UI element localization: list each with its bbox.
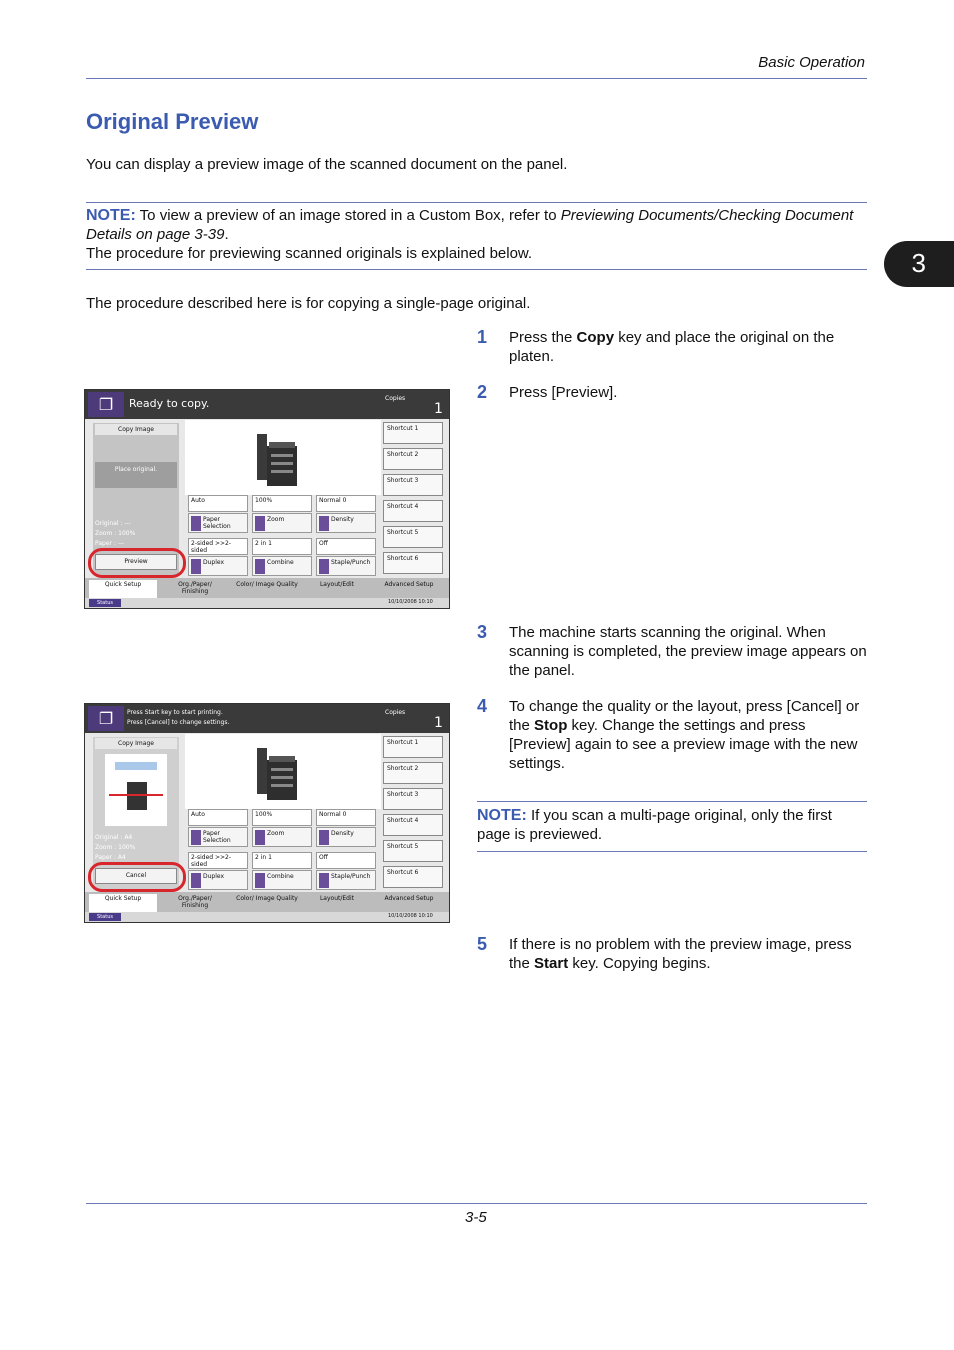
note2-rule-bottom: [477, 851, 867, 852]
tab-advanced-setup[interactable]: Advanced Setup: [384, 581, 434, 588]
arrow-icon: [319, 873, 329, 888]
panel-message-2: Press [Cancel] to change settings.: [127, 719, 230, 726]
copy-image-label: Copy Image: [95, 424, 177, 435]
cancel-button[interactable]: Cancel: [95, 868, 177, 884]
density-button[interactable]: Density: [316, 827, 376, 847]
setting-value: 100%: [252, 809, 312, 826]
tab-color-image-quality[interactable]: Color/ Image Quality: [236, 895, 298, 902]
shortcut-1-button[interactable]: Shortcut 1: [383, 736, 443, 758]
tab-layout-edit[interactable]: Layout/Edit: [319, 581, 355, 588]
step-number: 3: [477, 622, 488, 642]
panel-message-1: Press Start key to start printing.: [127, 709, 223, 716]
chapter-number: 3: [911, 248, 926, 278]
arrow-icon: [255, 559, 265, 574]
shortcut-6-button[interactable]: Shortcut 6: [383, 866, 443, 888]
note-text-end: .: [224, 226, 229, 243]
shortcut-3-button[interactable]: Shortcut 3: [383, 474, 443, 496]
highlight-circle: [88, 862, 186, 892]
copy-image-label: Copy Image: [95, 738, 177, 749]
page-title: Original Preview: [86, 109, 259, 134]
preview-thumbnail: [105, 754, 167, 826]
copy-panel-screenshot-2: [84, 703, 450, 923]
arrow-icon: [191, 516, 201, 531]
combine-button[interactable]: Combine: [252, 870, 312, 890]
arrow-icon: [319, 830, 329, 845]
step-text: The machine starts scanning the original. When scanning is completed, the preview image appears on the panel.: [509, 624, 867, 679]
status-button[interactable]: Status: [89, 599, 121, 607]
note-rule-top: [86, 202, 867, 203]
info-original: Original : A4: [95, 834, 133, 841]
arrow-icon: [255, 873, 265, 888]
header-rule: [86, 78, 867, 79]
tab-color-image-quality[interactable]: Color/ Image Quality: [236, 581, 298, 588]
shortcut-5-button[interactable]: Shortcut 5: [383, 840, 443, 862]
datetime: 10/10/2008 10:10: [388, 599, 433, 605]
zoom-button[interactable]: Zoom: [252, 513, 312, 533]
zoom-button[interactable]: Zoom: [252, 827, 312, 847]
note-label: NOTE:: [86, 207, 136, 224]
copy-panel-screenshot-1: [84, 389, 450, 609]
status-button[interactable]: Status: [89, 913, 121, 921]
step-number: 4: [477, 696, 488, 716]
arrow-icon: [319, 559, 329, 574]
info-paper: Paper : ---: [95, 540, 125, 547]
panel-message: Ready to copy.: [129, 397, 210, 410]
arrow-icon: [191, 873, 201, 888]
copier-icon: [257, 740, 301, 802]
tab-advanced-setup[interactable]: Advanced Setup: [384, 895, 434, 902]
step-number: 1: [477, 327, 488, 347]
step-text: Press [Preview].: [509, 384, 618, 401]
setting-value: Normal 0: [316, 809, 376, 826]
info-zoom: Zoom : 100%: [95, 530, 136, 537]
tab-org-paper-finishing[interactable]: Org./Paper/ Finishing: [178, 895, 212, 909]
tab-layout-edit[interactable]: Layout/Edit: [319, 895, 355, 902]
duplex-button[interactable]: Duplex: [188, 556, 248, 576]
setting-value: Auto: [188, 495, 248, 512]
step-number: 2: [477, 382, 488, 402]
note-text: To view a preview of an image stored in a Custom Box, refer to: [135, 207, 561, 224]
copies-label: Copies: [385, 709, 406, 716]
copier-icon: [257, 426, 301, 488]
note-line-2: The procedure for previewing scanned originals is explained below.: [86, 245, 533, 262]
highlight-circle: [88, 548, 186, 578]
shortcut-5-button[interactable]: Shortcut 5: [383, 526, 443, 548]
section-header: Basic Operation: [758, 54, 865, 71]
footer-rule: [86, 1203, 867, 1204]
info-original: Original : ---: [95, 520, 131, 527]
note-1: [86, 206, 867, 263]
step-text: Press the Copy key and place the original on the platen.: [509, 329, 835, 365]
setting-value: 100%: [252, 495, 312, 512]
tab-quick-setup[interactable]: Quick Setup: [89, 894, 157, 912]
shortcut-1-button[interactable]: Shortcut 1: [383, 422, 443, 444]
tab-org-paper-finishing[interactable]: Org./Paper/ Finishing: [178, 581, 212, 595]
shortcut-4-button[interactable]: Shortcut 4: [383, 500, 443, 522]
setting-value: 2 in 1: [252, 538, 312, 555]
density-button[interactable]: Density: [316, 513, 376, 533]
copies-count: 1: [434, 401, 443, 417]
setting-value: Normal 0: [316, 495, 376, 512]
staple-punch-button[interactable]: Staple/Punch: [316, 870, 376, 890]
step-text: To change the quality or the layout, press [Cancel] or the Stop key. Change the settings and press [Preview] again to see a preview image with the new settings.: [509, 698, 860, 772]
preview-button[interactable]: Preview: [95, 554, 177, 570]
arrow-icon: [191, 830, 201, 845]
copies-count: 1: [434, 715, 443, 731]
datetime: 10/10/2008 10:10: [388, 913, 433, 919]
arrow-icon: [255, 830, 265, 845]
step-text: If there is no problem with the preview image, press the Start key. Copying begins.: [509, 936, 852, 972]
paper-selection-button[interactable]: Paper Selection: [188, 513, 248, 533]
intro-text: You can display a preview image of the scanned document on the panel.: [86, 156, 568, 173]
shortcut-4-button[interactable]: Shortcut 4: [383, 814, 443, 836]
note-rule-bottom: [86, 269, 867, 270]
staple-punch-button[interactable]: Staple/Punch: [316, 556, 376, 576]
info-zoom: Zoom : 100%: [95, 844, 136, 851]
setting-value: 2-sided >>2-sided: [188, 538, 248, 555]
copy-icon: ❐: [88, 706, 124, 731]
shortcut-2-button[interactable]: Shortcut 2: [383, 448, 443, 470]
setting-value: Off: [316, 538, 376, 555]
shortcut-2-button[interactable]: Shortcut 2: [383, 762, 443, 784]
info-paper: Paper : A4: [95, 854, 126, 861]
tab-quick-setup[interactable]: Quick Setup: [89, 580, 157, 598]
shortcut-3-button[interactable]: Shortcut 3: [383, 788, 443, 810]
shortcut-6-button[interactable]: Shortcut 6: [383, 552, 443, 574]
copies-label: Copies: [385, 395, 406, 402]
note2-rule-top: [477, 801, 867, 802]
page-number: 3-5: [465, 1209, 487, 1226]
procedure-intro: The procedure described here is for copying a single-page original.: [86, 295, 531, 312]
setting-value: Auto: [188, 809, 248, 826]
copy-icon: ❐: [88, 392, 124, 417]
duplex-button[interactable]: Duplex: [188, 870, 248, 890]
combine-button[interactable]: Combine: [252, 556, 312, 576]
setting-value: Off: [316, 852, 376, 869]
paper-selection-button[interactable]: Paper Selection: [188, 827, 248, 847]
note-2: NOTE: If you scan a multi-page original, only the first page is previewed.: [477, 807, 832, 843]
copier-icon: [127, 782, 147, 810]
place-original-text: Place original.: [95, 462, 177, 488]
arrow-icon: [255, 516, 265, 531]
setting-value: 2-sided >>2-sided: [188, 852, 248, 869]
arrow-icon: [319, 516, 329, 531]
step-number: 5: [477, 934, 488, 954]
note-reference-link[interactable]: Previewing Documents/Checking Document Details on page 3-39: [86, 207, 854, 243]
setting-value: 2 in 1: [252, 852, 312, 869]
arrow-icon: [191, 559, 201, 574]
